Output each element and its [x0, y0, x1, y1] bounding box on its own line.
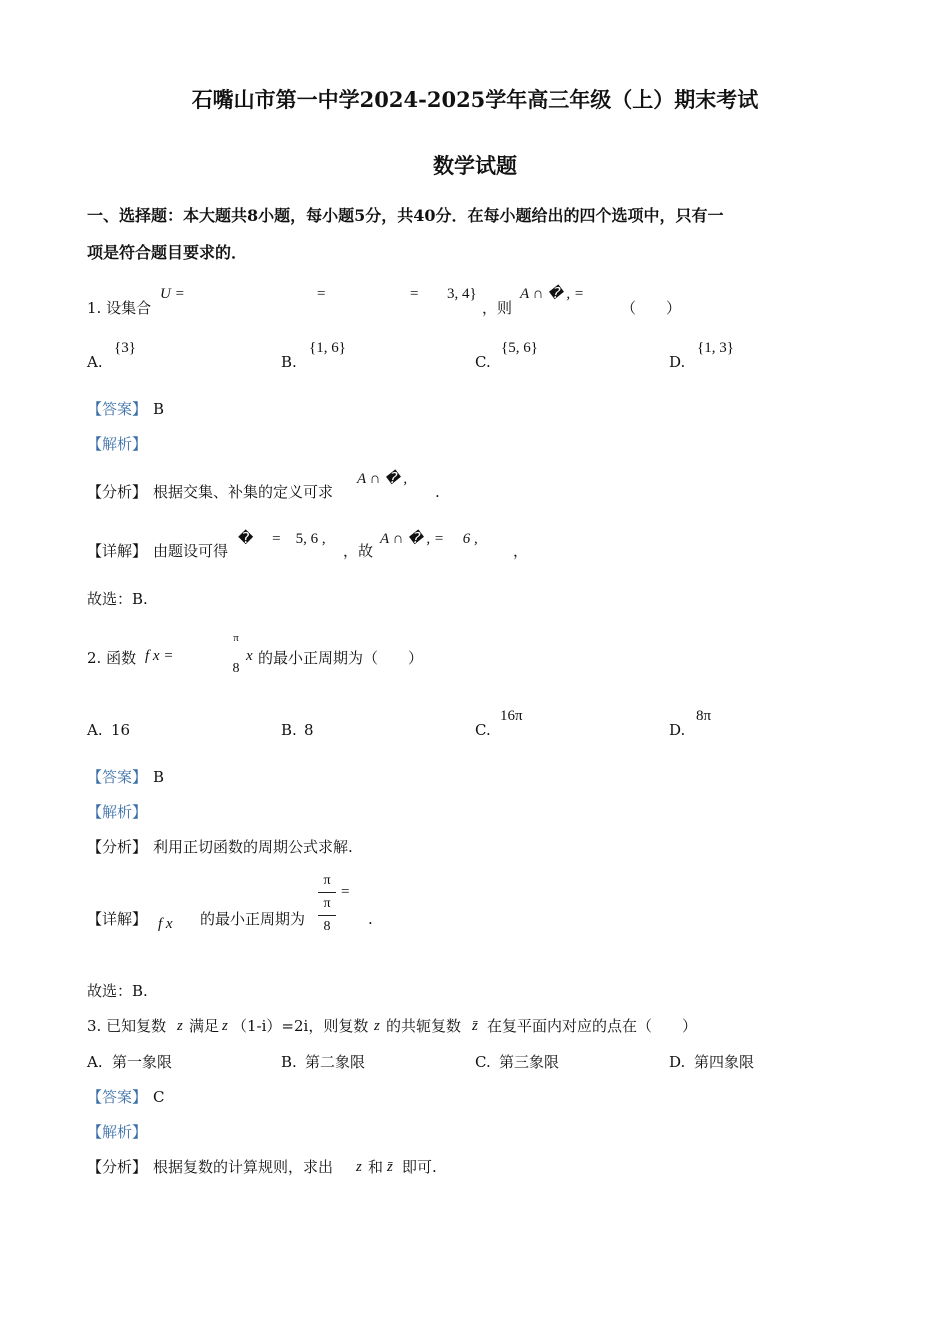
page-subtitle: 数学试题 [433, 153, 517, 178]
q2-option-d-label: D. [669, 721, 686, 739]
q1-detail-end: ， [513, 542, 529, 560]
q2-detail-frac-bot: 8 [323, 919, 331, 934]
q1-math-eq1: = [317, 286, 326, 302]
q1-option-c-value: {5, 6} [501, 340, 538, 356]
q3-z1: z [177, 1018, 183, 1034]
q2-stem-end: 的最小正周期为（ ） [258, 649, 424, 667]
q3-z3: z [374, 1018, 380, 1034]
q2-detail-frac-mid: π [323, 896, 331, 911]
q2-option-a-label: A. [87, 721, 103, 739]
q1-analysis-text: 根据交集、补集的定义可求 [153, 483, 334, 501]
q1-math-expr: A ∩ � , = [520, 286, 584, 302]
q1-conclusion: 故选：B. [87, 590, 148, 608]
q3-option-b-value: 第二象限 [305, 1053, 366, 1071]
q2-option-d-value: 8π [696, 708, 712, 724]
q2-analysis-tag: 【分析】 [87, 838, 148, 856]
q2-conclusion: 故选：B. [87, 982, 148, 1000]
q3-option-a-label: A. [87, 1053, 103, 1071]
q3-stem-1: 3. 已知复数 [87, 1017, 167, 1035]
q1-stem-mid: ，则 [482, 299, 513, 317]
q3-jiexi-tag: 【解析】 [87, 1123, 148, 1141]
q3-analysis-zbar: z̄ [387, 1159, 393, 1175]
q3-option-d-value: 第四象限 [694, 1053, 755, 1071]
page-title: 石嘴山市第一中学2024-2025学年高三年级（上）期末考试 [191, 87, 759, 112]
q3-option-b-label: B. [281, 1053, 297, 1071]
q1-option-d-value: {1, 3} [697, 340, 734, 356]
q2-option-c-label: C. [475, 721, 491, 739]
q3-option-c-label: C. [475, 1053, 491, 1071]
q3-analysis-text: 根据复数的计算规则，求出 [153, 1158, 334, 1176]
q3-analysis-z: z [356, 1159, 362, 1175]
q1-analysis-end: . [435, 483, 440, 501]
q2-detail-text: 的最小正周期为 [200, 910, 306, 928]
q1-analysis-math: A ∩ � , [357, 471, 408, 487]
q2-frac-num: π [233, 632, 239, 644]
q2-math-x: x [246, 648, 253, 664]
q3-option-a-value: 第一象限 [112, 1053, 173, 1071]
q3-stem-5: 在复平面内对应的点在（ ） [487, 1017, 698, 1035]
q1-option-a-value: {3} [114, 340, 136, 356]
q1-stem-prefix: 1. 设集合 [87, 299, 152, 317]
q1-detail-mid: ，故 [343, 542, 374, 560]
q3-analysis-tag: 【分析】 [87, 1158, 148, 1176]
q2-detail-fraction [318, 872, 336, 936]
q2-option-b-value: 8 [304, 721, 314, 739]
q1-detail-tag: 【详解】 [87, 542, 148, 560]
q2-answer: B [153, 768, 165, 786]
q3-stem-3: （1-i）=2i，则复数 [232, 1017, 369, 1035]
q2-detail-math: f x [158, 916, 173, 932]
q1-analysis-tag: 【分析】 [87, 483, 148, 501]
section-heading-line1: 一、选择题：本大题共8小题，每小题5分，共40分．在每小题给出的四个选项中，只有一 [87, 206, 724, 225]
q3-z2: z [222, 1018, 228, 1034]
q2-analysis-text: 利用正切函数的周期公式求解. [153, 838, 353, 856]
q1-math-eq2: = [410, 286, 419, 302]
q3-stem-2: 满足 [189, 1017, 220, 1035]
q3-analysis-end: 即可. [402, 1158, 437, 1176]
q3-option-d-label: D. [669, 1053, 686, 1071]
q2-math-f: f x = [145, 648, 174, 664]
q2-option-c-value: 16π [500, 708, 523, 724]
q2-option-a-value: 16 [111, 721, 131, 739]
q2-option-b-label: B. [281, 721, 297, 739]
q1-detail-math2: A ∩ � , = 6 , [380, 531, 478, 547]
q2-jiexi-tag: 【解析】 [87, 803, 148, 821]
section-heading-line2: 项是符合题目要求的． [87, 243, 248, 262]
q1-option-b-label: B. [281, 353, 297, 371]
q3-zbar: z̄ [472, 1018, 478, 1034]
q1-option-c-label: C. [475, 353, 491, 371]
q1-detail-math1: � = 5, 6 , [238, 531, 326, 547]
q3-stem-4: 的共轭复数 [386, 1017, 462, 1035]
q1-answer: B [153, 400, 165, 418]
q1-option-d-label: D. [669, 353, 686, 371]
q2-stem-prefix: 2. 函数 [87, 649, 137, 667]
q1-paren: （ ） [621, 299, 682, 317]
q2-frac-den: 8 [232, 661, 240, 676]
q1-math-set: 3, 4} [447, 286, 477, 302]
q1-option-a-label: A. [87, 353, 103, 371]
q2-detail-frac-top: π [323, 873, 331, 888]
q2-detail-tag: 【详解】 [87, 910, 148, 928]
q3-answer-tag: 【答案】 [87, 1088, 148, 1106]
q2-fraction [228, 632, 244, 679]
q3-analysis-and: 和 [368, 1158, 384, 1176]
q2-detail-end: . [368, 910, 373, 928]
q2-answer-tag: 【答案】 [87, 768, 148, 786]
q1-option-b-value: {1, 6} [309, 340, 346, 356]
q3-answer: C [153, 1088, 165, 1106]
q3-option-c-value: 第三象限 [499, 1053, 560, 1071]
q1-math-u: U = [160, 286, 185, 302]
q1-detail-pre: 由题设可得 [153, 542, 229, 560]
q1-jiexi-tag: 【解析】 [87, 435, 148, 453]
q1-answer-tag: 【答案】 [87, 400, 148, 418]
q2-detail-eq: = [341, 884, 350, 900]
